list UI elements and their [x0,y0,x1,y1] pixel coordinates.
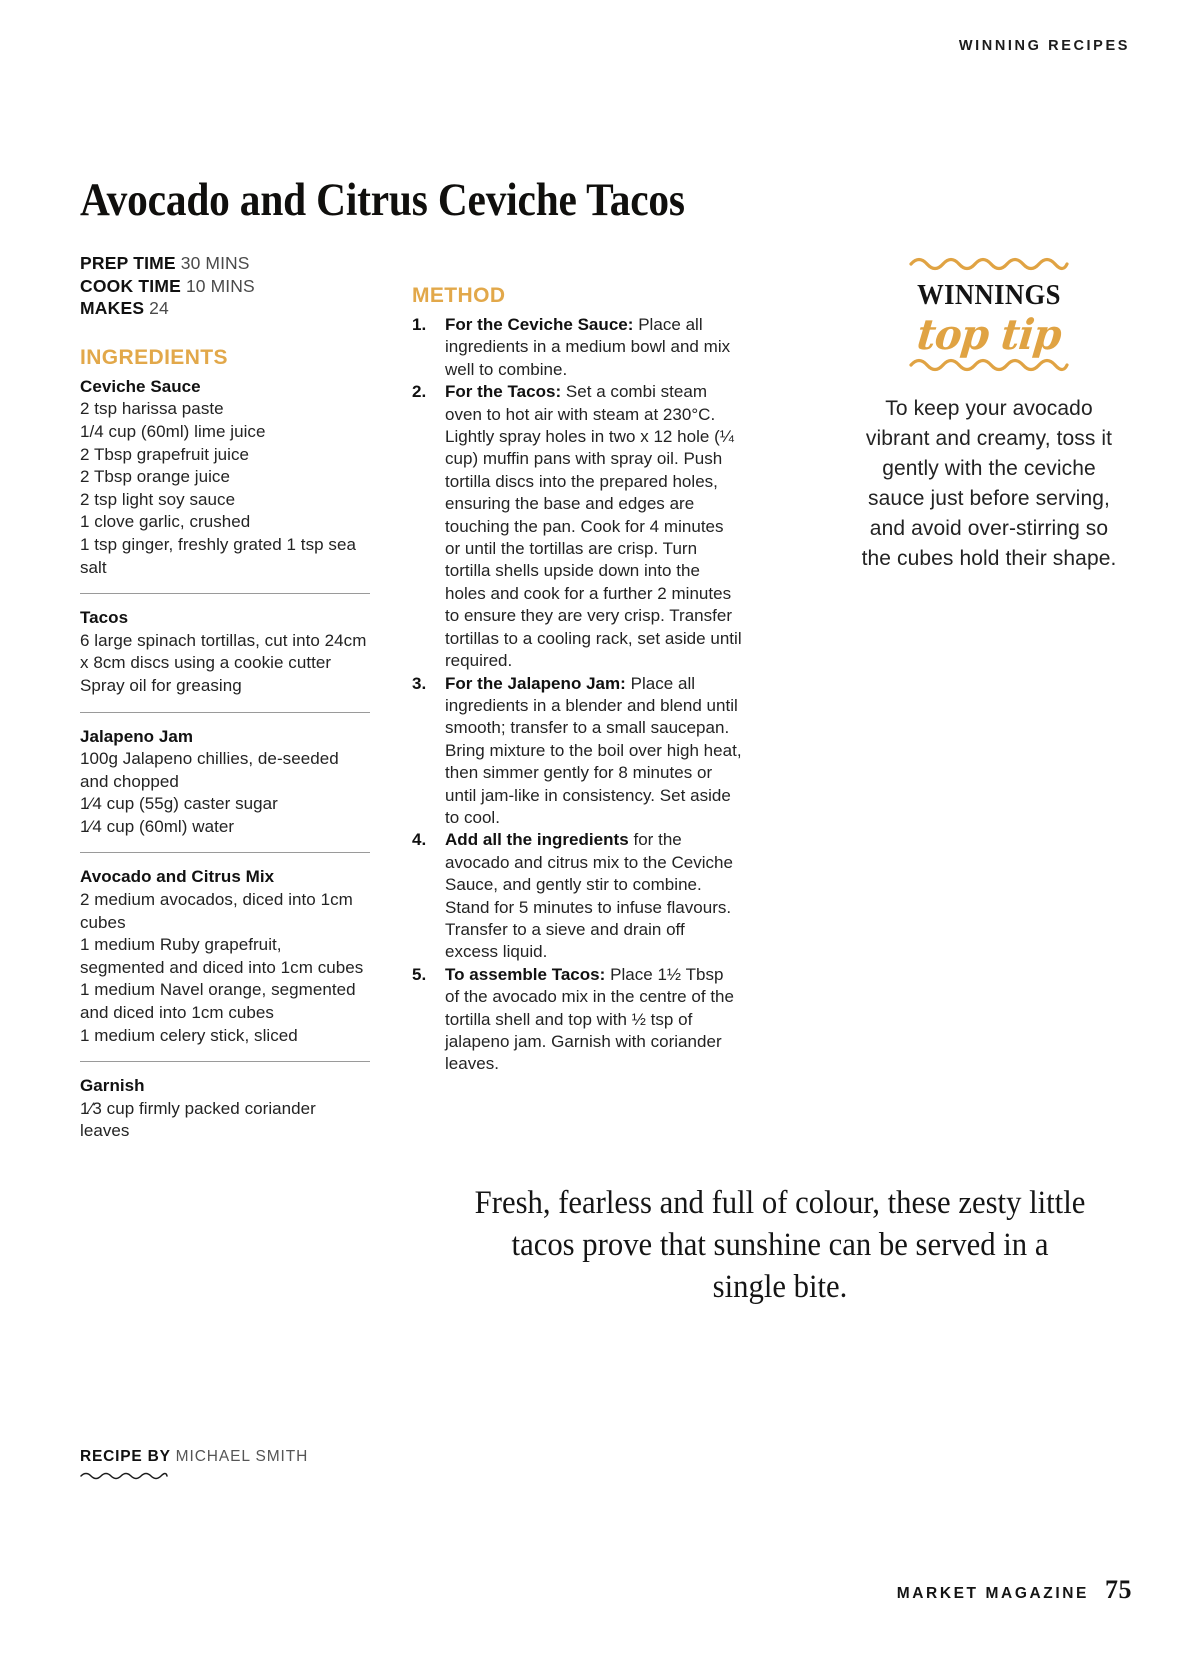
divider [80,712,370,713]
step-number: 3. [412,673,427,693]
divider [80,593,370,594]
ingredient-item: 1⁄4 cup (55g) caster sugar [80,794,278,814]
method-list [412,314,742,1076]
step-number: 5. [412,964,427,984]
credit-name: MICHAEL SMITH [175,1448,309,1465]
footer-brand-label: MARKET MAGAZINE [896,1585,1089,1602]
tip-brand-label: WINNINGS [917,279,1061,311]
step-text: Set a combi steam oven to hot air with steam at 230°C. Lightly spray holes in two x 12 hole (¼ cup) muffin pans with spray oil. Push tortilla discs into the prepared holes, ensuring the base and edges are touching the pan. Cook for 4 minutes or until the tortillas are crisp. Turn tortilla shells upside down into the holes and cook for a further 2 minutes to ensure they are very crisp. Transfer tortillas to a cooling rack, set aside until required. [445,382,742,671]
ingredient-group [80,726,370,839]
page-title: Avocado and Citrus Ceviche Tacos [80,174,685,227]
ingredient-item: 1⁄3 cup firmly packed coriander leaves [80,1098,316,1141]
step-text: for the avocado and citrus mix to the Ceviche Sauce, and gently stir to combine. Stand for 5 minutes to infuse flavours. Transfer to a sieve and drain off excess liquid. [445,830,733,962]
wavy-rule-icon [80,1470,168,1481]
step-number: 1. [412,315,427,334]
divider [80,1061,370,1062]
ingredient-group-title: Ceviche Sauce [80,376,201,396]
method-step [412,964,742,1076]
footer [897,1575,1132,1605]
page-number: 75 [1105,1575,1132,1604]
ingredient-item: 100g Jalapeno chillies, de-seeded and chopped [80,749,339,791]
prep-time-value: 30 MINS [180,253,250,273]
ingredient-item: 2 tsp harissa paste [80,399,224,419]
ingredient-item: 1 medium celery stick, sliced [80,1025,298,1045]
ingredient-item: 1⁄4 cup (60ml) water [80,816,235,836]
method-step [412,829,742,963]
method-heading: METHOD [412,284,506,307]
ingredient-item: 2 Tbsp orange juice [80,467,230,487]
ingredients-column [80,252,370,1143]
ingredient-group [80,376,370,579]
ingredient-item: 2 tsp light soy sauce [80,489,236,509]
ingredient-group-title: Tacos [80,608,129,628]
ingredient-item: 2 medium avocados, diced into 1cm cubes [80,890,353,932]
method-step [412,314,742,381]
pull-quote: Fresh, fearless and full of colour, these zesty little tacos prove that sunshine can be served in a single bite. [474,1185,1086,1305]
tip-script-label: top tip [914,310,1064,359]
running-header: WINNING RECIPES [958,38,1130,54]
step-number: 2. [412,382,427,402]
step-lead: For the Tacos: [445,382,562,402]
step-number: 4. [412,830,427,850]
cook-time-label: COOK TIME [80,275,181,296]
step-text: Place all ingredients in a blender and blend until smooth; transfer to a small saucepan. Bring mixture to the boil over high heat, then simmer gently for 8 minutes or until jam-like in consistency. Set aside to cool. [445,673,742,827]
prep-time-label: PREP TIME [80,253,176,273]
cook-time-value: 10 MINS [185,275,255,296]
ingredient-item: Spray oil for greasing [80,675,242,695]
makes-label: MAKES [80,298,145,319]
ingredient-item: 1 tsp ginger, freshly grated 1 tsp sea salt [80,534,356,577]
step-text: Place all ingredients in a medium bowl and mix well to combine. [445,315,731,379]
credit-label: RECIPE BY [80,1448,171,1465]
ingredient-item: 1 medium Navel orange, segmented and diced into 1cm cubes [80,980,356,1023]
wavy-rule-icon [909,255,1069,271]
ingredient-group [80,866,370,1047]
tip-body-text: To keep your avocado vibrant and creamy, toss it gently with the ceviche sauce just before serving, and avoid over-stirring so the cubes hold their shape. [861,397,1117,570]
ingredient-group [80,607,370,697]
step-lead: For the Ceviche Sauce: [445,315,634,334]
ingredient-group-title: Jalapeno Jam [80,726,194,746]
step-lead: To assemble Tacos: [445,964,606,984]
step-text: Place 1½ Tbsp of the avocado mix in the centre of the tortilla shell and top with ½ tsp of jalapeno jam. Garnish with coriander leaves. [445,964,735,1074]
ingredients-heading: INGREDIENTS [80,345,228,369]
ingredient-item: 2 Tbsp grapefruit juice [80,444,250,464]
credit-line [80,1448,308,1466]
ingredient-item: 1 clove garlic, crushed [80,512,251,532]
makes-value: 24 [149,298,169,319]
divider [80,852,370,853]
ingredient-item: 1/4 cup (60ml) lime juice [80,421,266,441]
ingredient-group [80,1075,370,1143]
makes-line [80,297,370,320]
cook-time-line [80,275,370,298]
step-lead: For the Jalapeno Jam: [445,673,626,693]
method-step [412,673,742,830]
top-tip-box [860,255,1118,574]
step-lead: Add all the ingredients [445,830,629,850]
ingredient-item: 1 medium Ruby grapefruit, segmented and diced into 1cm cubes [80,935,364,977]
ingredient-group-title: Garnish [80,1076,145,1096]
method-column [412,258,742,1076]
method-step [412,381,742,672]
ingredient-item: 6 large spinach tortillas, cut into 24cm x 8cm discs using a cookie cutter [80,630,367,673]
prep-time-line [80,252,370,275]
recipe-credit [80,1448,308,1481]
ingredient-group-title: Avocado and Citrus Mix [80,867,275,887]
